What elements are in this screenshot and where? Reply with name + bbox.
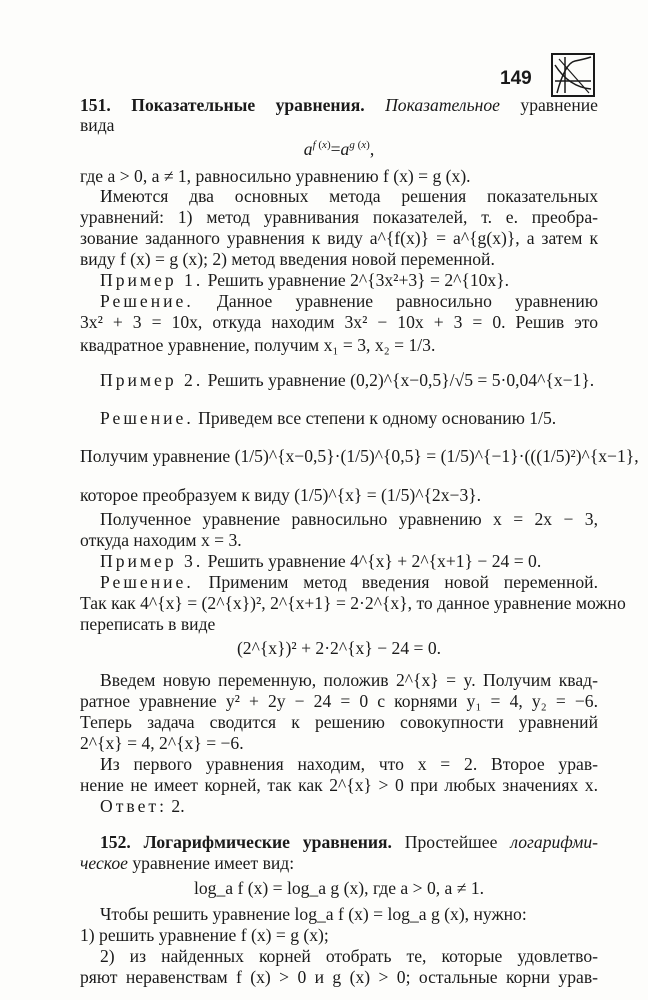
s151-condition: где a > 0, a ≠ 1, равносильно уравнению f (x) = g (x).: [80, 166, 471, 186]
s152-line2-rest: уравнение имеет вид:: [127, 853, 295, 873]
page-number: 149: [500, 68, 532, 89]
answer-label: Ответ:: [100, 796, 167, 816]
s151-solution2-line5: откуда находим x = 3.: [80, 530, 242, 550]
example2-label: Пример 2.: [100, 370, 204, 390]
s151-lead-italic: Показательное: [385, 95, 500, 115]
solution3-line1: Применим метод введения новой переменной.: [208, 572, 598, 592]
solution2-label: Решение.: [100, 408, 194, 428]
s151-solution2-line2: Получим уравнение (1/5)^{x−0,5}·(1/5)^{0,5} = (1/5)^{−1}·(((1/5)²)^{x−1},: [80, 446, 639, 466]
s151-solution2-line1: [100, 408, 598, 429]
example3-text: Решить уравнение 4^{x} + 2^{x+1} − 24 = 0.: [207, 551, 542, 571]
s151-p3-line4: 2^{x} = 4, 2^{x} = −6.: [80, 733, 244, 753]
s152-line2-italic: ческое: [80, 853, 128, 873]
s152-formula: log_a f (x) = log_a g (x), где a > 0, a ≠ 1.: [193, 878, 485, 898]
s151-solution3-line3: переписать в виде: [80, 614, 216, 634]
s151-p3-line2: ратное уравнение y² + 2y − 24 = 0 с корнями y₁ = 4, y₂ = −6.: [80, 691, 598, 711]
example1-label: Пример 1.: [100, 270, 204, 290]
s151-title: 151. Показательные уравнения.: [80, 95, 365, 115]
s151-solution1-line3: квадратное уравнение, получим x₁ = 3, x₂ = 1/3.: [80, 335, 436, 355]
s152-lead-italic: логарифми-: [510, 832, 598, 852]
solution2-line1: Приведем все степени к одному основанию 1/5.: [198, 408, 557, 428]
s151-p1-line3: зование заданного уравнения к виду a^{f(x)} = a^{g(x)}, а затем к: [80, 228, 598, 248]
s151-solution2-line4: Полученное уравнение равносильно уравнению x = 2x − 3,: [100, 509, 598, 529]
s152-p1-line4: ряют неравенствам f (x) > 0 и g (x) > 0; остальные корни урав-: [80, 967, 598, 987]
s151-formula3: (2^{x})² + 2·2^{x} − 24 = 0.: [236, 638, 442, 658]
s152-p1-line1: Чтобы решить уравнение log_a f (x) = log_a g (x), нужно:: [100, 904, 527, 924]
s151-p3-line1: Введем новую переменную, положив 2^{x} = y. Получим квад-: [100, 670, 598, 690]
solution-label: Решение.: [100, 291, 194, 311]
s152-line2: [80, 853, 598, 874]
s151-solution2-line3: которое преобразуем к виду (1/5)^{x} = (1/5)^{2x−3}.: [80, 485, 482, 505]
s152-title: 152. Логарифмические уравнения.: [100, 832, 392, 852]
s151-solution1-line1: [100, 291, 598, 312]
s151-example2: [100, 370, 598, 391]
answer-value: 2.: [171, 796, 185, 816]
solution3-label: Решение.: [100, 572, 194, 592]
example2-text: Решить уравнение (0,2)^{x−0,5}/√5 = 5·0,04^{x−1}.: [207, 370, 595, 390]
example3-label: Пример 3.: [100, 551, 204, 571]
s151-formula: $a^{f (x)}=a^{g (x)}$,: [303, 139, 375, 159]
s151-solution3-line1: [100, 572, 598, 593]
s151-p3-line3: Теперь задача сводится к решению совокупности уравнений: [80, 712, 598, 732]
s151-lead-rest: уравнение: [499, 95, 598, 115]
s152-p1-line3: 2) из найденных корней отобрать те, которые удовлетво-: [100, 946, 598, 966]
s152-lead-rest: Простейшее: [391, 832, 498, 852]
s151-example1: [100, 270, 598, 291]
s151-p1-line2: уравнений: 1) метод уравнивания показателей, т. е. преобра-: [80, 207, 598, 227]
s151-p1-line4: виду f (x) = g (x); 2) метод введения новой переменной.: [80, 249, 495, 269]
s151-solution1-line2: 3x² + 3 = 10x, откуда находим 3x² − 10x + 3 = 0. Решив это: [80, 312, 598, 332]
solution1-line1: Данное уравнение равносильно уравнению: [216, 291, 598, 311]
s151-solution3-line2: Так как 4^{x} = (2^{x})², 2^{x+1} = 2·2^{x}, то данное уравнение можно: [80, 593, 626, 613]
s151-p4-line2: нение не имеет корней, так как 2^{x} > 0 при любых значениях x.: [80, 775, 598, 795]
s152-p1-line2: 1) решить уравнение f (x) = g (x);: [80, 925, 329, 945]
example1-text: Решить уравнение 2^{3x²+3} = 2^{10x}.: [207, 270, 510, 290]
s152-heading-line: [100, 832, 598, 853]
graph-logo-icon: [551, 53, 595, 97]
s151-p1-line1: Имеются два основных метода решения показательных: [100, 186, 598, 206]
s151-heading-line: [80, 95, 598, 116]
s151-p4-line1: Из первого уравнения находим, что x = 2. Второе урав-: [100, 754, 598, 774]
s151-example3: [100, 551, 598, 572]
s151-answer: [100, 796, 598, 817]
s151-line2: вида: [80, 115, 115, 135]
